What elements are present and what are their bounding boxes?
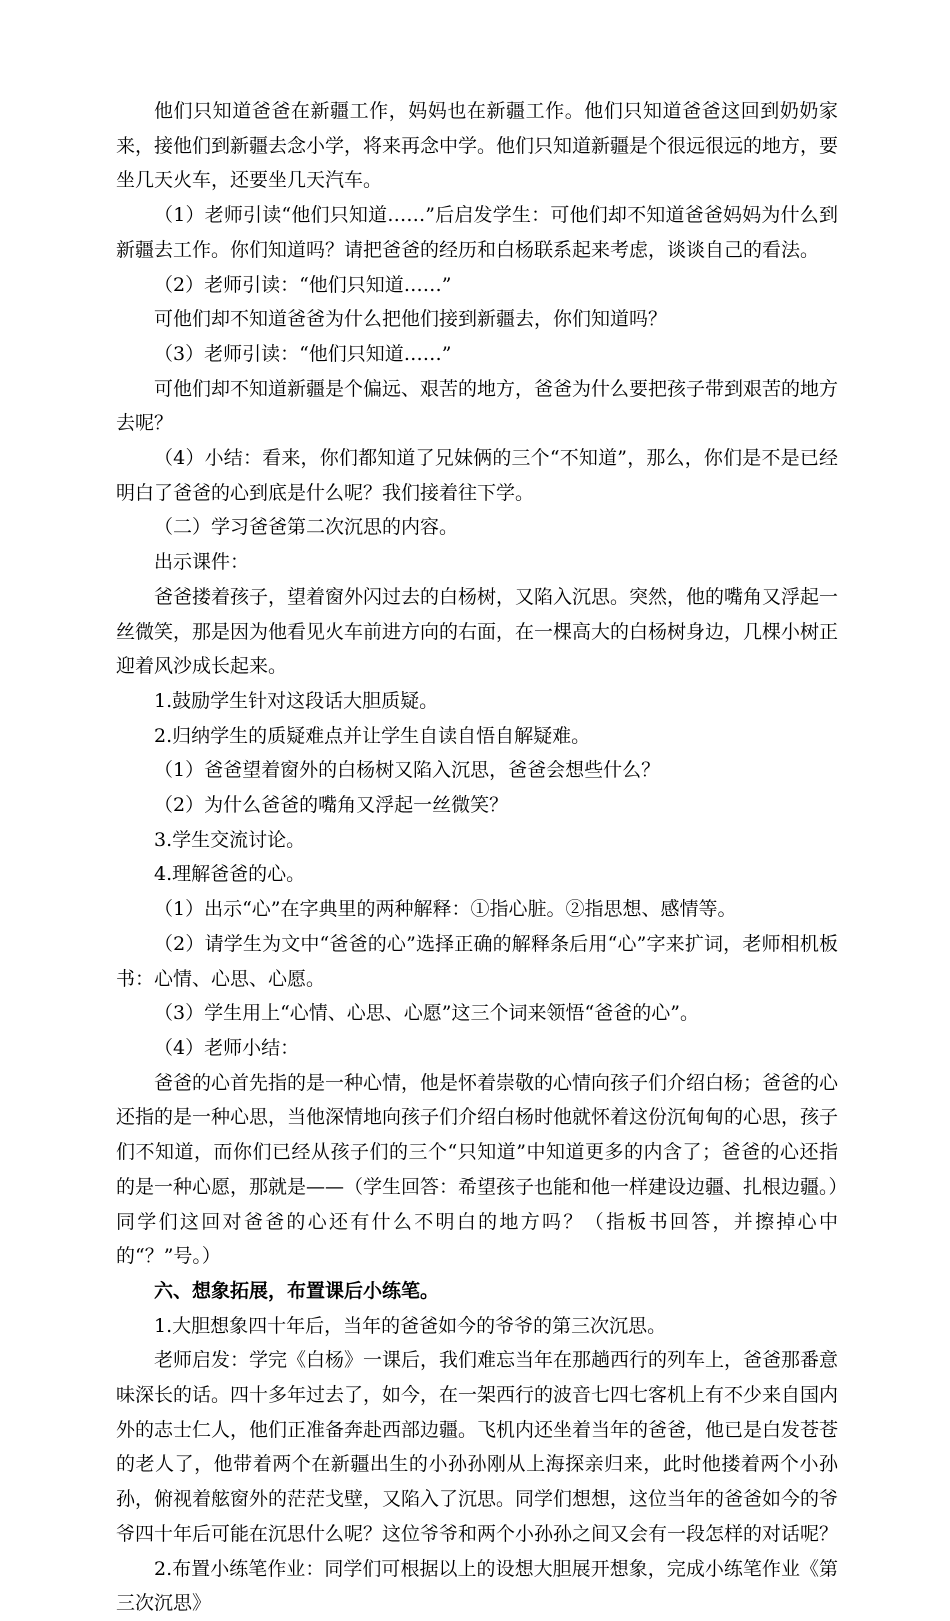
paragraph-summary-4: （4）小结：看来，你们都知道了兄妹俩的三个“不知道”，那么，你们是不是已经明白了爸爸的心到底是什么呢？我们接着往下学。 <box>116 447 838 504</box>
paragraph-step-3: 3.学生交流讨论。 <box>154 828 306 851</box>
paragraph-step-1: 1.鼓励学生针对这段话大胆质疑。 <box>154 689 439 712</box>
paragraph-step-4-3: （3）学生用上“心情、心思、心愿”这三个词来领悟“爸爸的心”。 <box>154 1002 699 1025</box>
paragraph-step-2-q1: （1）爸爸望着窗外的白杨树又陷入沉思，爸爸会想些什么？ <box>154 759 661 782</box>
document-body <box>116 94 838 1621</box>
paragraph-teacher-summary: 爸爸的心首先指的是一种心情，他是怀着崇敬的心情向孩子们介绍白杨；爸爸的心还指的是一种心思，当他深情地向孩子们介绍白杨时他就怀着这份沉甸甸的心思，孩子们不知道，而你们已经从孩子们的三个“只知道”中知道更多的内含了；爸爸的心还指的是一种心愿，那就是——（学生回答：希望孩子也能和他一样建设边疆、扎根边疆。）同学们这回对爸爸的心还有什么不明白的地方吗？（指板书回答，并擦掉心中的“？”号。） <box>116 1071 839 1268</box>
paragraph-step-4-2: （2）请学生为文中“爸爸的心”选择正确的解释条后用“心”字来扩词，老师相机板书：心情、心思、心愿。 <box>116 932 838 990</box>
paragraph-step-4-4: （4）老师小结： <box>154 1036 300 1059</box>
paragraph-intro: 他们只知道爸爸在新疆工作，妈妈也在新疆工作。他们只知道爸爸这回到奶奶家来，接他们到新疆去念小学，将来再念中学。他们只知道新疆是个很远很远的地方，要坐几天火车，还要坐几天汽车。 <box>116 100 839 192</box>
paragraph-question-3: 可他们却不知道新疆是个偏远、艰苦的地方，爸爸为什么要把孩子带到艰苦的地方去呢？ <box>116 377 839 435</box>
paragraph-question-2: 可他们却不知道爸爸为什么把他们接到新疆去，你们知道吗？ <box>154 308 668 331</box>
paragraph-show-courseware: 出示课件： <box>154 551 250 574</box>
paragraph-teacher-prompt: 老师启发：学完《白杨》一课后，我们难忘当年在那趟西行的列车上，爸爸那番意味深长的话。四十多年过去了，如今，在一架西行的波音七四七客机上有不少来自国内外的志士仁人，他们正准备奔赴西部边疆。飞机内还坐着当年的爸爸，他已是白发苍苍的老人了，他带着两个在新疆出生的小孙孙刚从上海探亲归来，此时他搂着两个小孙孙，俯视着舷窗外的茫茫戈壁，又陷入了沉思。同学们想想，这位当年的爸爸如今的爷爷四十年后可能在沉思什么呢？这位爷爷和两个小孙孙之间又会有一段怎样的对话呢？ <box>116 1349 839 1545</box>
paragraph-step-2-q2: （2）为什么爸爸的嘴角又浮起一丝微笑？ <box>154 794 509 817</box>
paragraph-step-4: 4.理解爸爸的心。 <box>154 863 306 886</box>
paragraph-step-4-1: （1）出示“心”在字典里的两种解释：①指心脏。②指思想、感情等。 <box>154 898 737 921</box>
paragraph-homework-2: 2.布置小练笔作业：同学们可根据以上的设想大胆展开想象，完成小练笔作业《第三次沉思》 <box>116 1557 838 1615</box>
section-heading-six: 六、想象拓展，布置课后小练笔。 <box>154 1279 440 1302</box>
paragraph-imagine-1: 1.大胆想象四十年后，当年的爸爸如今的爷爷的第三次沉思。 <box>154 1314 667 1337</box>
paragraph-guide-3: （3）老师引读：“他们只知道……” <box>154 342 452 365</box>
paragraph-guide-1: （1）老师引读“他们只知道……”后启发学生：可他们却不知道爸爸妈妈为什么到新疆去工作。你们知道吗？请把爸爸的经历和白杨联系起来考虑，谈谈自己的看法。 <box>116 204 838 261</box>
paragraph-section-two: （二）学习爸爸第二次沉思的内容。 <box>154 516 459 539</box>
paragraph-guide-2: （2）老师引读：“他们只知道……” <box>154 273 452 296</box>
paragraph-step-2: 2.归纳学生的质疑难点并让学生自读自悟自解疑难。 <box>154 724 591 747</box>
paragraph-courseware-text: 爸爸搂着孩子，望着窗外闪过去的白杨树，又陷入沉思。突然，他的嘴角又浮起一丝微笑，那是因为他看见火车前进方向的右面，在一棵高大的白杨树身边，几棵小树正迎着风沙成长起来。 <box>116 585 839 678</box>
